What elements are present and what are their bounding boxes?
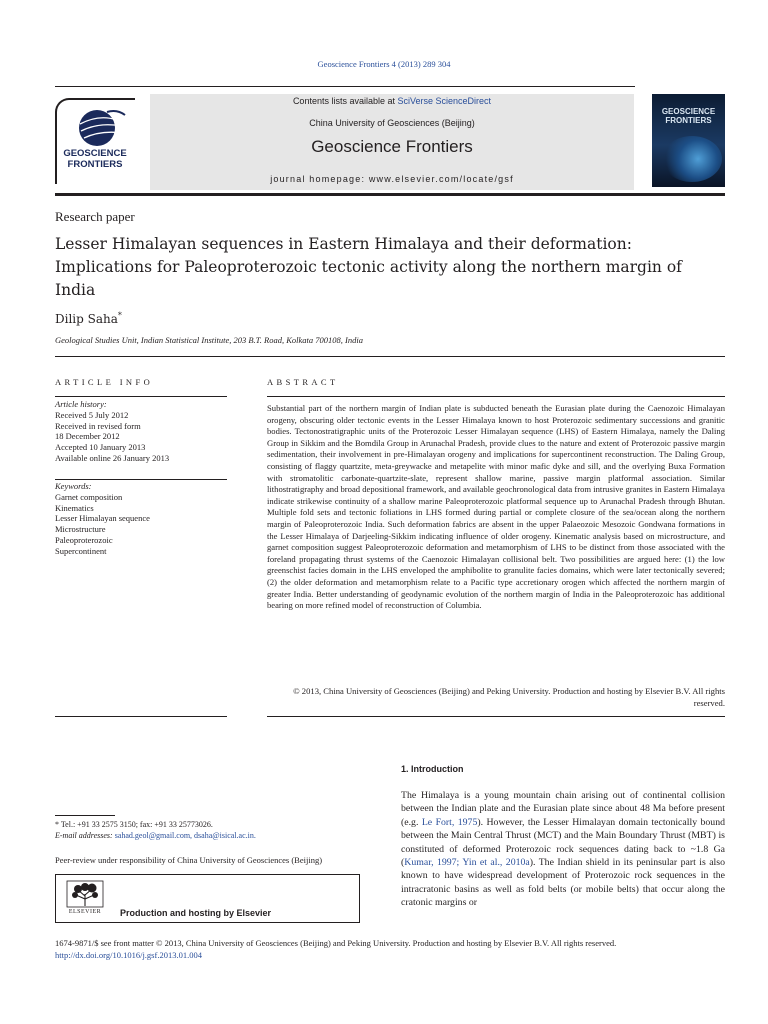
keyword: Kinematics <box>55 502 94 513</box>
sciencedirect-link[interactable]: SciVerse ScienceDirect <box>397 96 492 106</box>
logo-line-1: GEOSCIENCE <box>63 148 127 159</box>
journal-title: Geoscience Frontiers <box>311 137 473 156</box>
author-mark[interactable]: * <box>117 311 122 320</box>
elsevier-tree-icon <box>66 880 104 908</box>
author[interactable]: Dilip Saha <box>55 312 118 326</box>
introduction-text <box>401 789 725 910</box>
article-info-heading: ARTICLE INFO <box>55 377 154 387</box>
divider <box>55 86 635 87</box>
history-item: Received 5 July 2012 <box>55 409 129 420</box>
abstract-heading: ABSTRACT <box>267 377 339 387</box>
journal-cover-image <box>652 94 725 187</box>
abstract-copyright: © 2013, China University of Geosciences (Beijing) and Peking University. Production and hosting by Elsevier B.V. All rights reserved. <box>293 686 725 708</box>
article-type: Research paper <box>55 209 135 224</box>
divider <box>267 716 725 717</box>
divider <box>55 396 227 397</box>
contents-line <box>150 96 634 106</box>
journal-logo-text <box>55 148 135 170</box>
footnote <box>55 820 256 841</box>
footnote-rule <box>55 815 115 816</box>
bottom-matter <box>55 938 616 961</box>
intro-text: The Himalaya is a young mountain chain arising out of continental collision between the Indian plate and the Eurasian plate since about 48 Ma before present (e.g. <box>401 790 725 828</box>
logo-line-2: FRONTIERS <box>67 159 123 170</box>
elsevier-wordmark: ELSEVIER <box>68 909 102 915</box>
issn-line: 1674-9871/$ see front matter © 2013, China University of Geosciences (Beijing) and Peking University. Production and hosting by Elsevier B.V. All rights reserved. <box>55 938 617 948</box>
article-title: Lesser Himalayan sequences in Eastern Himalaya and their deformation: Implications for Paleoproterozoic tectonic activity along the northern margin of India <box>55 235 682 299</box>
journal-homepage[interactable]: journal homepage: www.elsevier.com/locate/gsf <box>270 174 514 184</box>
article-history <box>55 399 169 464</box>
reference-link[interactable]: Kumar, 1997; Yin et al., 2010a <box>404 857 530 869</box>
abstract-text: Substantial part of the northern margin of Indian plate is subducted beneath the Eurasian plate during the Caenozoic Himalayan orogeny, obscuring older tectonic events in the Lesser Himalaya known to host Proterozoic sedimentary successions and granitic bodies. Tectonostratigraphic units of the Proterozoic Lesser Himalayan sequence (LHS) of Eastern Himalaya, namely the Daling Group in Sikkim and the Bomdila Group in Arunachal Pradesh, provide clues to the nature and extent of Proterozoic passive margin sedimentation, their involvement in pre-Himalayan orogeny and implications for supercontinent reconstruction. The Daling Group, consisting of flaggy quartzite, meta-greywacke and metapelite with minor mafic dyke and sill, and the overlying Buxa Formation with stromatolitic carbonate-quartzite-slate, represent shallow marine, passive margin platformal association. Similar lithostratigraphy and broad depositional framework, and available geochronological data from intrusive granites in Eastern Himalaya indicate strikewise continuity of a shallow marine Paleoproterozoic platformal sequence up to Arunachal Pradesh through Bhutan. Multiple fold sets and tectonic foliations in LHS formed during partial or complete closure of the sea/ocean along the northern margin of Paleoproterozoic India. Such deformation fabrics are absent in the upper Palaeozoic Mesozoic Gondwana formations in the Lesser Himalaya of Darjeeling-Sikkim indicating influence of older orogeny. Kinematic analysis based on microstructure, and garnet composition suggest Paleoproterozoic deformation and metamorphism of LHS to be distinct from those associated with the foreland propagating thrust systems of the Caenozoic Himalayan collisional belt. Two possibilities are argued here: (1) the low greenschist facies domain in the LHS enveloped the amphibolite to granulite facies domains, which were later tectonically severed; (2) the older deformation and metamorphism relate to a Pacific type accretionary orogen which affected the northern margin of greater India. Better understanding of geodynamic evolution of the northern margin of India in the Paleoproterozoic has additional bearing on more refined model of reconstruction of Columbia. <box>267 403 725 611</box>
divider <box>55 356 725 357</box>
keyword: Supercontinent <box>55 545 107 556</box>
author-affiliation: Geological Studies Unit, Indian Statistical Institute, 203 B.T. Road, Kolkata 700108, India <box>55 335 363 345</box>
email-label: E-mail addresses: <box>55 830 115 840</box>
header-rule <box>55 193 725 196</box>
email-links[interactable]: sahad.geol@gmail.com, dsaha@isical.ac.in. <box>114 830 256 840</box>
peer-review-note: Peer-review under responsibility of China University of Geosciences (Beijing) <box>55 855 323 865</box>
keywords-label: Keywords: <box>55 481 92 491</box>
keyword: Garnet composition <box>55 491 123 502</box>
intro-text: ). The Indian shield in its peninsular part is also known to have widespread development of Proterozoic rock sequences in the intracratonic basins as well as fold belts (or mobile belts) that occur along the cratonic margins or <box>401 857 725 909</box>
elsevier-production: Production and hosting by Elsevier <box>120 908 272 918</box>
history-item: Available online 26 January 2013 <box>55 452 170 463</box>
cover-line-2: FRONTIERS <box>665 116 712 125</box>
author-name <box>55 311 122 326</box>
section-heading: 1. Introduction <box>401 764 464 774</box>
divider <box>55 479 227 480</box>
divider <box>267 396 725 397</box>
keywords <box>55 481 150 557</box>
reference-link[interactable]: Le Fort, 1975 <box>421 816 478 828</box>
publisher-university: China University of Geosciences (Beijing) <box>309 118 475 128</box>
cover-title <box>652 107 725 125</box>
cover-line-1: GEOSCIENCE <box>661 107 716 116</box>
history-item: Accepted 10 January 2013 <box>55 442 146 453</box>
journal-citation[interactable]: Geoscience Frontiers 4 (2013) 289 304 <box>317 59 451 69</box>
contents-prefix: Contents lists available at <box>292 96 398 106</box>
doi-link[interactable]: http://dx.doi.org/10.1016/j.gsf.2013.01.004 <box>55 949 202 960</box>
history-item: 18 December 2012 <box>55 431 120 442</box>
history-label: Article history: <box>55 399 107 409</box>
keyword: Paleoproterozoic <box>55 534 113 545</box>
keyword: Microstructure <box>55 524 106 535</box>
globe-icon <box>77 106 127 148</box>
history-item: Received in revised form <box>55 420 141 431</box>
keyword: Lesser Himalayan sequence <box>55 513 150 524</box>
intro-text: ). However, the Lesser Himalayan domain tectonically bound between the Main Central Thrust (MCT) and the Main Boundary Thrust (MBT) is constituted of deformed Proterozoic rock sequences dating back to ~1.8 Ga ( <box>401 816 725 869</box>
cover-glow <box>662 136 722 182</box>
divider <box>55 716 227 717</box>
footnote-contact: * Tel.: +91 33 2575 3150; fax: +91 33 25773026. <box>55 820 213 829</box>
